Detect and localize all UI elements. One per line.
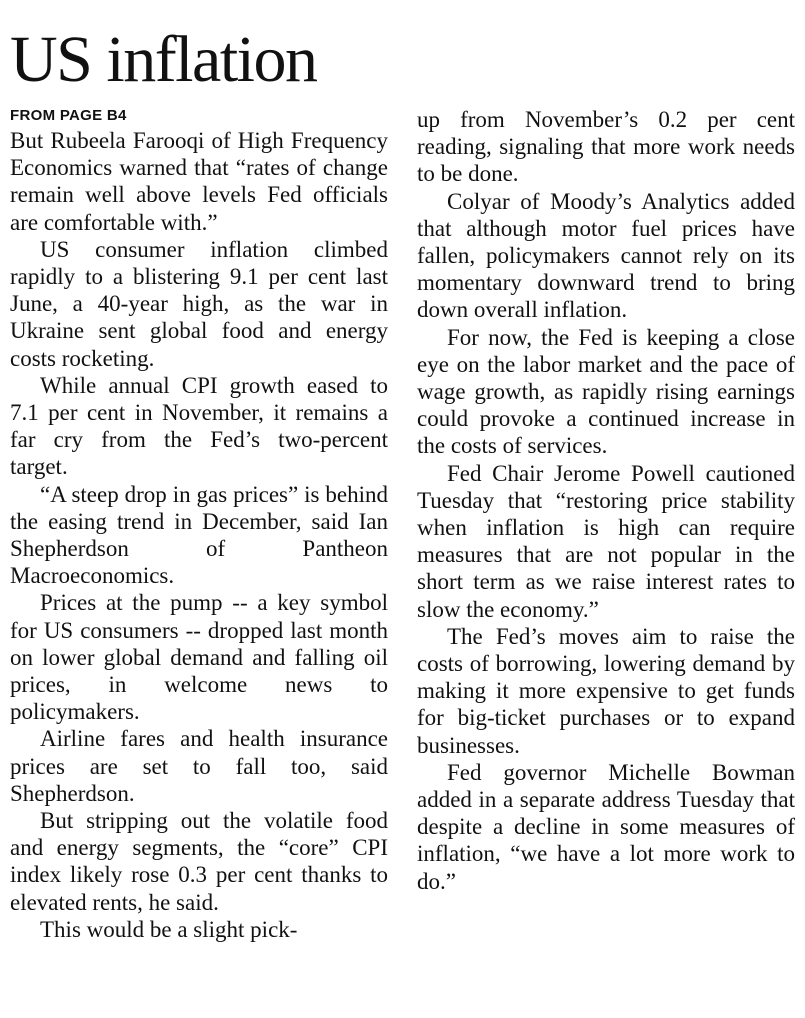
paragraph: Airline fares and health insurance prices are set to fall too, said Shepherdson. [10,726,388,806]
paragraph: US consumer inflation climbed rapidly to a blistering 9.1 per cent last June, a 40-year high, as the war in Ukraine sent global food and energy costs rocketing. [10,236,388,371]
paragraph: up from November’s 0.2 per cent reading, signaling that more work needs to be done. [417,107,795,187]
left-column [10,106,388,943]
paragraph: But stripping out the volatile food and energy segments, the “core” CPI index likely rose 0.3 per cent thanks to elevated rents, he said. [10,808,388,915]
jump-line: FROM PAGE B4 [10,107,127,124]
headline: US inflation [10,23,317,96]
paragraph: Fed Chair Jerome Powell cautioned Tuesday that “restoring price stability when inflation is high can require measures that are not popular in the short term as we raise interest rates to slow the economy.” [417,460,795,622]
paragraph: This would be a slight pick- [40,916,298,942]
paragraph: While annual CPI growth eased to 7.1 per cent in November, it remains a far cry from the Fed’s two-percent target. [10,372,388,480]
right-column [417,106,795,895]
paragraph: The Fed’s moves aim to raise the costs of borrowing, lowering demand by making it more expensive to get funds for big-ticket purchases or to expand businesses. [417,623,795,758]
paragraph: For now, the Fed is keeping a close eye on the labor market and the pace of wage growth, as rapidly rising earnings could provoke a continued increase in the costs of services. [417,324,795,459]
paragraph: Prices at the pump -- a key symbol for US consumers -- dropped last month on lower global demand and falling oil prices, in welcome news to policymakers. [10,590,388,725]
paragraph: Colyar of Moody’s Analytics added that although motor fuel prices have fallen, policymakers cannot rely on its momentary downward trend to bring down overall inflation. [417,188,795,323]
paragraph: But Rubeela Farooqi of High Frequency Economics warned that “rates of change remain well above levels Fed officials are comfortable with.” [10,128,388,235]
paragraph: “A steep drop in gas prices” is behind the easing trend in December, said Ian Shepherdson of Pantheon Macroeconomics. [10,481,388,589]
paragraph: Fed governor Michelle Bowman added in a separate address Tuesday that despite a decline in some measures of inflation, “we have a lot more work to do.” [417,759,795,894]
